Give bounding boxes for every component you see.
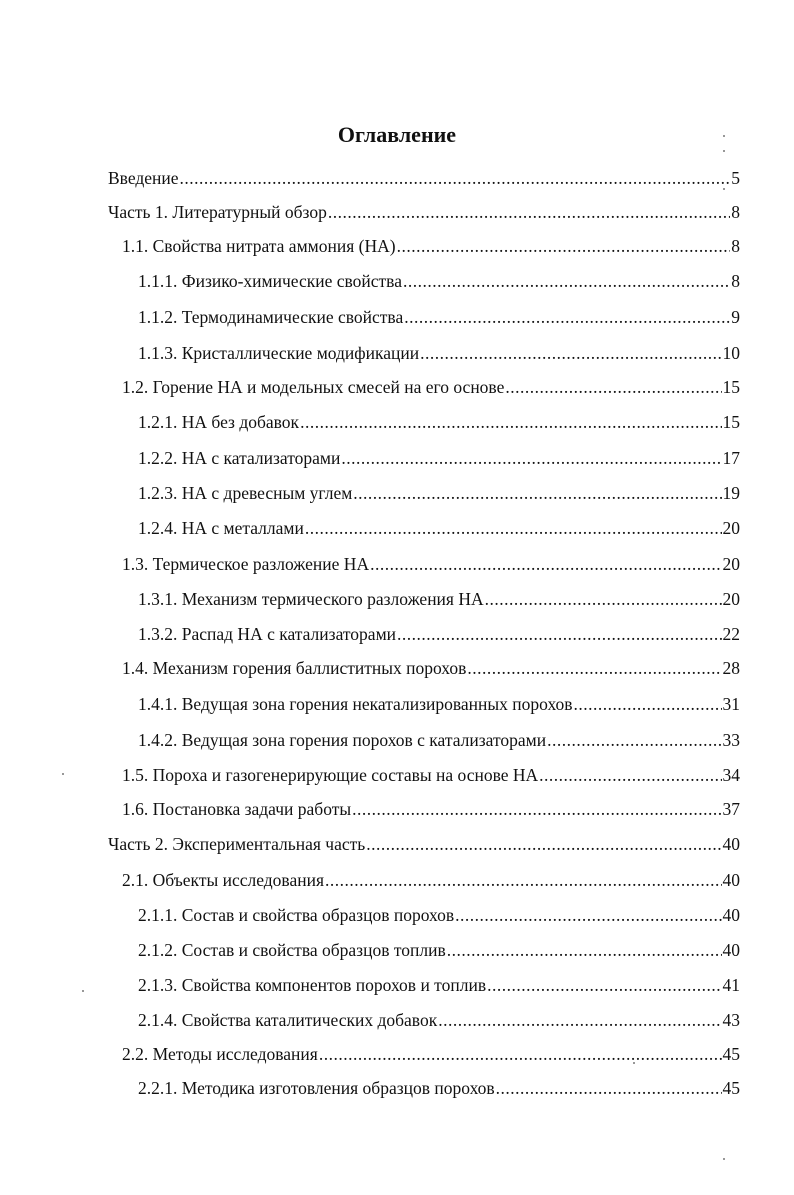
toc-page-number: 8 — [731, 271, 740, 291]
scan-speck — [723, 135, 725, 137]
scan-speck — [723, 188, 725, 190]
dot-leader — [539, 763, 721, 787]
scan-speck — [633, 1062, 635, 1064]
dot-leader — [397, 234, 731, 258]
toc-entry[interactable] — [122, 375, 740, 399]
toc-entry-label: 2.2.1. Методика изготовления образцов порохов — [138, 1078, 495, 1098]
toc-entry-label: 1.1.2. Термодинамические свойства — [138, 307, 404, 327]
toc-page-number: 15 — [722, 377, 740, 397]
dot-leader — [574, 692, 722, 716]
page-title: Оглавление — [337, 122, 457, 147]
toc-entry-label: 1.3.2. Распад НА с катализаторами — [138, 624, 397, 644]
scan-speck — [723, 150, 725, 152]
dot-leader — [353, 481, 721, 505]
toc-entry-label: 2.1. Объекты исследования — [122, 870, 325, 890]
toc-entry[interactable] — [108, 832, 740, 856]
toc-entry-label: 1.1.1. Физико-химические свойства — [138, 271, 402, 291]
toc-page-number: 15 — [722, 412, 740, 432]
dot-leader — [397, 622, 721, 646]
toc-page-number: 41 — [722, 975, 740, 995]
toc-page-number: 20 — [722, 518, 740, 538]
toc-entry[interactable] — [122, 1042, 740, 1066]
toc-entry-label: 1.4.2. Ведущая зона горения порохов с катализаторами — [138, 730, 547, 750]
toc-entry-label: Часть 2. Экспериментальная часть — [108, 834, 366, 854]
toc-page-number: 40 — [722, 905, 740, 925]
toc-entry[interactable] — [138, 1008, 740, 1032]
toc-entry[interactable] — [122, 552, 740, 576]
toc-entry-label: 2.1.3. Свойства компонентов порохов и топлив — [138, 975, 487, 995]
toc-entry-label: 1.2. Горение НА и модельных смесей на его основе — [122, 377, 505, 397]
toc-page-number: 20 — [722, 554, 740, 574]
toc-page-number: 19 — [722, 483, 740, 503]
dot-leader — [300, 410, 721, 434]
toc-entry[interactable] — [138, 341, 740, 365]
toc-entry[interactable] — [138, 973, 740, 997]
toc-entry[interactable] — [138, 587, 740, 611]
toc-entry[interactable] — [122, 656, 740, 680]
toc-entry[interactable] — [138, 903, 740, 927]
dot-leader — [447, 938, 722, 962]
toc-entry-label: 2.2. Методы исследования — [122, 1044, 318, 1064]
toc-page-number: 37 — [722, 799, 740, 819]
toc-page-number: 33 — [722, 730, 740, 750]
toc-entry[interactable] — [108, 200, 740, 224]
toc-entry-label: 1.6. Постановка задачи работы — [122, 799, 352, 819]
toc-entry-label: 1.1.3. Кристаллические модификации — [138, 343, 420, 363]
toc-entry-label: 1.3.1. Механизм термического разложения НА — [138, 589, 484, 609]
toc-entry[interactable] — [138, 305, 740, 329]
toc-entry[interactable] — [138, 1076, 740, 1100]
dot-leader — [403, 269, 730, 293]
toc-entry-label: 1.4. Механизм горения баллиститных порохов — [122, 658, 467, 678]
toc-entry[interactable] — [138, 446, 740, 470]
dot-leader — [319, 1042, 722, 1066]
toc-entry[interactable] — [138, 410, 740, 434]
toc-page-number: 22 — [722, 624, 740, 644]
toc-entry-label: 1.2.1. НА без добавок — [138, 412, 300, 432]
toc-entry-label: 1.2.2. НА с катализаторами — [138, 448, 341, 468]
toc-entry[interactable] — [138, 728, 740, 752]
dot-leader — [341, 446, 721, 470]
toc-page-number: 40 — [722, 870, 740, 890]
toc-page-number: 43 — [722, 1010, 740, 1030]
toc-page-number: 45 — [722, 1044, 740, 1064]
toc-entry[interactable] — [108, 166, 740, 190]
toc-page-number: 40 — [722, 940, 740, 960]
dot-leader — [505, 375, 721, 399]
dot-leader — [485, 587, 722, 611]
toc-page-number: 34 — [722, 765, 740, 785]
dot-leader — [305, 516, 722, 540]
toc-entry[interactable] — [122, 234, 740, 258]
scan-speck — [62, 773, 64, 775]
toc-entry-label: 1.1. Свойства нитрата аммония (НА) — [122, 236, 396, 256]
toc-entry-label: 1.5. Пороха и газогенерирующие составы на основе НА — [122, 765, 539, 785]
toc-page-number: 28 — [722, 658, 740, 678]
dot-leader — [328, 200, 730, 224]
toc-entry-label: 1.2.3. НА с древесным углем — [138, 483, 353, 503]
scan-speck — [82, 990, 84, 992]
toc-page-number: 45 — [722, 1078, 740, 1098]
toc-page-number: 31 — [722, 694, 740, 714]
toc-entry-label: 2.1.2. Состав и свойства образцов топлив — [138, 940, 446, 960]
toc-page-number: 20 — [722, 589, 740, 609]
dot-leader — [438, 1008, 721, 1032]
toc-page-number: 5 — [731, 168, 740, 188]
toc-page-number: 10 — [722, 343, 740, 363]
toc-page-number: 17 — [722, 448, 740, 468]
toc-page-number: 40 — [722, 834, 740, 854]
toc-entry-label: 1.3. Термическое разложение НА — [122, 554, 370, 574]
dot-leader — [180, 166, 731, 190]
dot-leader — [420, 341, 721, 365]
toc-page-number: 9 — [731, 307, 740, 327]
toc-entry-label: Часть 1. Литературный обзор — [108, 202, 327, 222]
toc-entry-label: Введение — [108, 168, 179, 188]
dot-leader — [370, 552, 721, 576]
dot-leader — [455, 903, 721, 927]
toc-entry-label: 2.1.1. Состав и свойства образцов порохов — [138, 905, 455, 925]
dot-leader — [487, 973, 721, 997]
dot-leader — [467, 656, 721, 680]
toc-entry[interactable] — [138, 516, 740, 540]
dot-leader — [404, 305, 730, 329]
toc-entry[interactable] — [122, 797, 740, 821]
toc-entry-label: 1.4.1. Ведущая зона горения некатализированных порохов — [138, 694, 573, 714]
toc-entry[interactable] — [138, 692, 740, 716]
toc-entry-label: 1.2.4. НА с металлами — [138, 518, 304, 538]
dot-leader — [496, 1076, 722, 1100]
toc-entry[interactable] — [138, 938, 740, 962]
toc-entry[interactable] — [122, 763, 740, 787]
toc-entry[interactable] — [122, 868, 740, 892]
toc-entry[interactable] — [138, 481, 740, 505]
scan-speck — [723, 1158, 725, 1160]
dot-leader — [366, 832, 721, 856]
dot-leader — [325, 868, 721, 892]
toc-entry[interactable] — [138, 269, 740, 293]
toc-entry-label: 2.1.4. Свойства каталитических добавок — [138, 1010, 438, 1030]
dot-leader — [547, 728, 721, 752]
toc-entry[interactable] — [138, 622, 740, 646]
dot-leader — [352, 797, 721, 821]
toc-page-number: 8 — [731, 202, 740, 222]
toc-page-number: 8 — [731, 236, 740, 256]
